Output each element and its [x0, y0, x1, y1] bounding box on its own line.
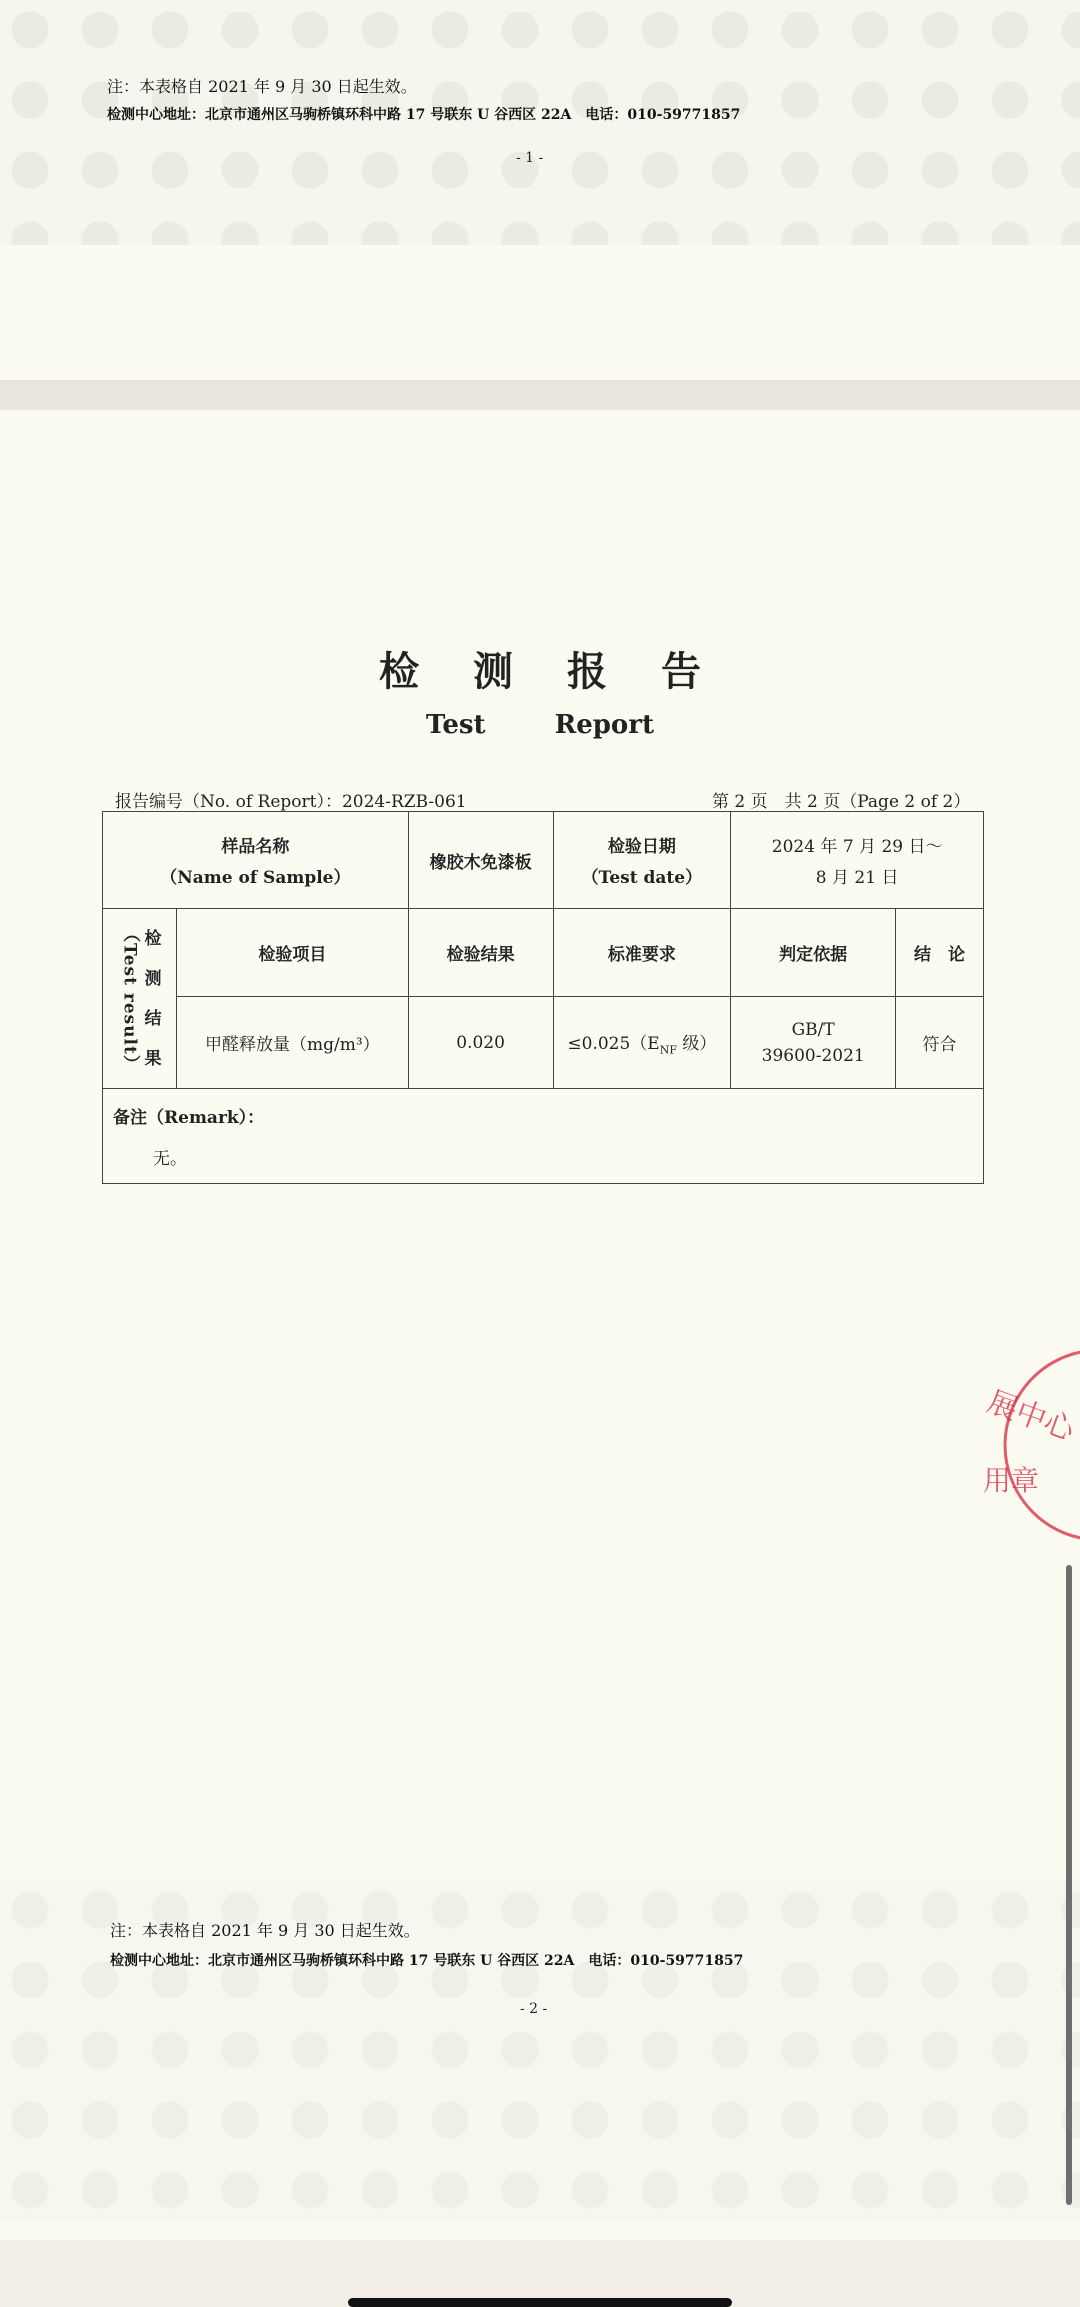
test-date-label-en: （Test date）	[581, 868, 703, 888]
test-result-label-en: （Test result）	[119, 924, 140, 1073]
sample-name-label	[103, 812, 409, 909]
test-date-label-cn: 检验日期	[607, 837, 676, 857]
report-title-cn: 检测报告	[379, 649, 755, 695]
sample-name-label-cn: 样品名称	[221, 837, 290, 857]
header-result: 检验结果	[408, 909, 553, 997]
test-result-char: 结	[144, 1008, 162, 1029]
sample-name-value: 橡胶木免漆板	[408, 812, 553, 909]
seal-text-top: 展中心	[982, 1384, 1080, 1449]
page2-page-number: - 2 -	[520, 2001, 548, 2017]
header-basis: 判定依据	[731, 909, 896, 997]
test-result-char: 果	[144, 1048, 162, 1069]
basis-line2: 39600-2021	[761, 1045, 865, 1066]
remark-cell	[103, 1089, 984, 1184]
bottom-bar	[0, 2240, 1080, 2307]
cell-conclusion: 符合	[896, 997, 984, 1089]
remark-label: 备注（Remark）：	[113, 1108, 265, 1128]
cell-item: 甲醛释放量（mg/m³）	[176, 997, 408, 1089]
cell-basis	[731, 997, 896, 1089]
page-separator	[0, 380, 1080, 410]
standard-subscript: NF	[659, 1043, 677, 1057]
page1-page-number: - 1 -	[516, 150, 544, 166]
page2-validity-note: 注：本表格自 2021 年 9 月 30 日起生效。	[110, 1921, 420, 1940]
basis-line1: GB/T	[791, 1019, 835, 1040]
page2-address-line: 检测中心地址：北京市通州区马驹桥镇环科中路 17 号联东 U 谷西区 22A 电话：010-59771857	[110, 1953, 744, 1969]
test-date-value	[731, 812, 984, 909]
official-seal-stamp	[975, 1340, 1080, 1545]
report-title-en: Test Report	[426, 710, 654, 740]
standard-suffix: 级）	[676, 1033, 717, 1054]
document-page-1	[0, 0, 1080, 380]
standard-value: ≤0.025（E	[567, 1033, 660, 1054]
header-conclusion: 结 论	[896, 909, 984, 997]
test-result-label	[103, 909, 177, 1089]
page1-validity-note: 注：本表格自 2021 年 9 月 30 日起生效。	[107, 77, 417, 96]
test-date-value-line2: 8 月 21 日	[815, 868, 899, 888]
cell-standard	[553, 997, 731, 1089]
header-standard: 标准要求	[553, 909, 731, 997]
test-date-value-line1: 2024 年 7 月 29 日～	[771, 837, 943, 857]
seal-text-bottom: 用章	[983, 1464, 1040, 1497]
test-result-char: 测	[144, 968, 162, 989]
cell-result: 0.020	[408, 997, 553, 1089]
test-result-label-cn	[144, 919, 161, 1079]
page-info: 第 2 页 共 2 页（Page 2 of 2）	[712, 792, 971, 812]
home-indicator[interactable]	[348, 2298, 732, 2307]
test-result-char: 检	[144, 928, 162, 949]
remark-value: 无。	[153, 1149, 187, 1169]
report-number: 报告编号（No. of Report）：2024-RZB-061	[115, 792, 467, 812]
test-date-label	[553, 812, 731, 909]
test-report-table	[102, 811, 984, 1184]
header-item: 检验项目	[176, 909, 408, 997]
page1-address-line: 检测中心地址：北京市通州区马驹桥镇环科中路 17 号联东 U 谷西区 22A 电话：010-59771857	[107, 107, 741, 123]
sample-name-label-en: （Name of Sample）	[160, 868, 351, 888]
vertical-scrollbar[interactable]	[1066, 1565, 1072, 2205]
